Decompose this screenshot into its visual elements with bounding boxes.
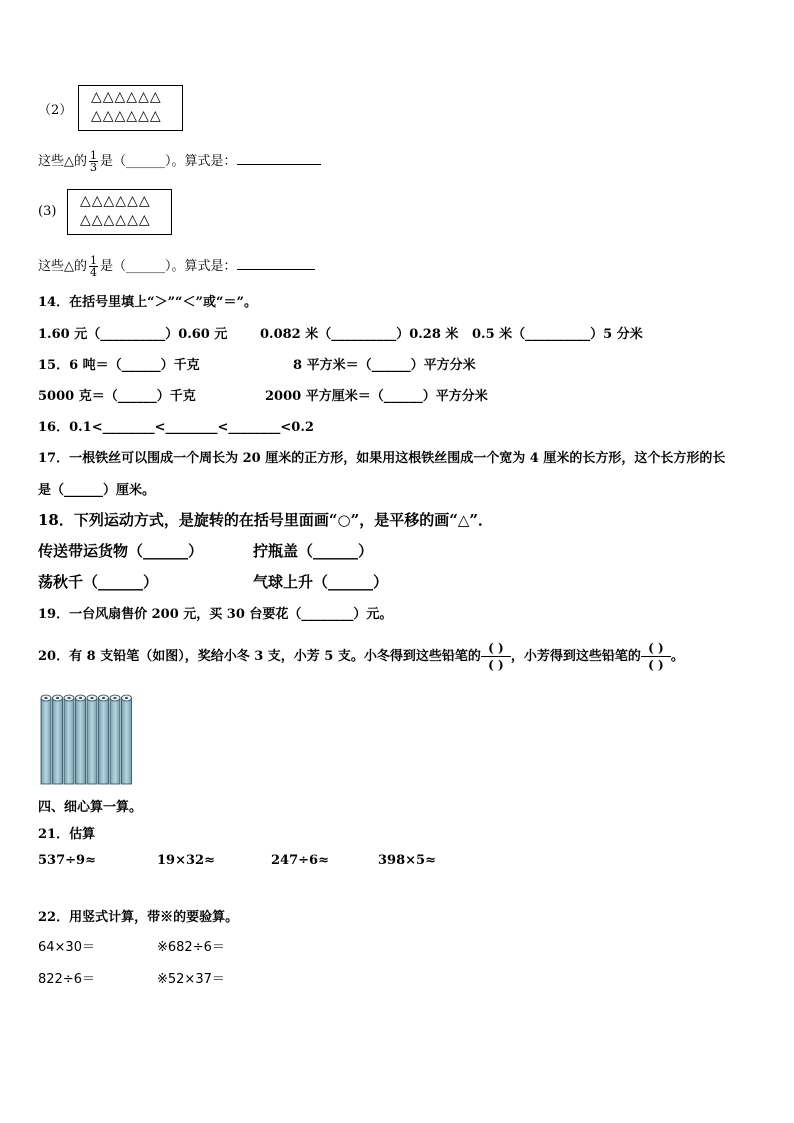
- fraction-one-third: [89, 150, 98, 173]
- fraction-one-quarter: [89, 255, 98, 278]
- sentence-suffix: 是（______）。算式是：: [100, 154, 237, 169]
- pencil: [99, 695, 109, 784]
- answer-blank[interactable]: [237, 257, 315, 270]
- answer-blank[interactable]: [237, 152, 321, 165]
- fraction-denominator: ( ): [488, 658, 504, 672]
- triangle-row: △△△△△△: [91, 108, 162, 124]
- triangle-box-2: [78, 85, 183, 131]
- pencil: [76, 695, 86, 784]
- fraction-denominator: 3: [90, 161, 97, 174]
- pencil: [64, 695, 74, 784]
- section4-title: 四、细心算一算。: [38, 800, 143, 815]
- q21-item: 537÷9≈: [38, 853, 96, 868]
- q22-title: 22．用竖式计算，带※的要验算。: [38, 910, 239, 925]
- q22-item: ※682÷6＝: [157, 940, 225, 955]
- q16-text: 16．0.1<________<________<________<0.2: [38, 420, 314, 435]
- q14-item-c: 0.5 米（__________）5 分米: [472, 327, 643, 342]
- sentence-prefix: 这些△的: [38, 259, 87, 274]
- pencils-illustration: [38, 690, 138, 788]
- q15-item-b: 8 平方米＝（______）平方分米: [293, 358, 476, 373]
- q14-title: 14．在括号里填上“＞”“＜”或“＝”。: [38, 295, 257, 310]
- q18-item-c: 荡秋千（______）: [38, 573, 159, 591]
- q21-item: 247÷6≈: [271, 853, 329, 868]
- fraction-denominator: 4: [90, 266, 97, 279]
- q21-item: 398×5≈: [378, 853, 436, 868]
- q21-item: 19×32≈: [157, 853, 215, 868]
- q20-part-a: 20．有 8 支铅笔（如图），奖给小冬 3 支，小芳 5 支。小冬得到这些铅笔的: [38, 649, 481, 664]
- q21-title: 21．估算: [38, 827, 96, 842]
- q22-item: 64×30＝: [38, 940, 95, 955]
- part3-label: (3): [38, 204, 57, 219]
- q22-item: 822÷6＝: [38, 972, 95, 987]
- part2-label: （2）: [38, 103, 73, 118]
- fraction-numerator: ( ): [641, 640, 671, 657]
- q18-item-a: 传送带运货物（______）: [38, 542, 204, 560]
- q20-fraction-1: [481, 640, 511, 673]
- pencil: [122, 695, 132, 784]
- q15-item-c: 5000 克＝（______）千克: [38, 389, 196, 404]
- q20-text: [38, 637, 684, 677]
- fraction-numerator: 1: [90, 149, 97, 162]
- q20-part-b: ，小芳得到这些铅笔的: [510, 649, 641, 664]
- q20-part-c: 。: [670, 649, 684, 664]
- pencil: [53, 695, 63, 784]
- q19-text: 19．一台风扇售价 200 元，买 30 台要花（________）元。: [38, 607, 393, 622]
- q17-line1: 17．一根铁丝可以围成一个周长为 20 厘米的正方形，如果用这根铁丝围成一个宽为 4 厘米的长方形，这个长方形的长: [38, 451, 726, 466]
- q15-item-d: 2000 平方厘米＝（______）平方分米: [265, 389, 488, 404]
- q20-fraction-2: [641, 640, 671, 673]
- q15-item-a: 15．6 吨＝（______）千克: [38, 358, 200, 373]
- q18-item-b: 拧瓶盖（______）: [253, 542, 374, 560]
- pencil: [41, 695, 51, 784]
- part3-sentence: [38, 255, 315, 278]
- triangle-box-3: [67, 189, 172, 235]
- triangle-row: △△△△△△: [91, 89, 162, 105]
- q18-title: 18．下列运动方式，是旋转的在括号里面画“○”，是平移的画“△”．: [38, 511, 494, 529]
- sentence-prefix: 这些△的: [38, 154, 87, 169]
- q18-item-d: 气球上升（______）: [253, 573, 389, 591]
- fraction-numerator: ( ): [481, 640, 511, 657]
- fraction-numerator: 1: [90, 254, 97, 267]
- q22-item: ※52×37＝: [157, 972, 225, 987]
- pencil: [110, 695, 120, 784]
- triangle-row: △△△△△△: [80, 193, 151, 209]
- pencil: [87, 695, 97, 784]
- q14-item-a: 1.60 元（__________）0.60 元: [38, 327, 228, 342]
- q14-item-b: 0.082 米（__________）0.28 米: [260, 327, 459, 342]
- sentence-suffix: 是（______）。算式是：: [100, 259, 237, 274]
- triangle-row: △△△△△△: [80, 212, 151, 228]
- q17-line2: 是（______）厘米。: [38, 483, 156, 498]
- part2-sentence: [38, 150, 321, 173]
- fraction-denominator: ( ): [648, 658, 664, 672]
